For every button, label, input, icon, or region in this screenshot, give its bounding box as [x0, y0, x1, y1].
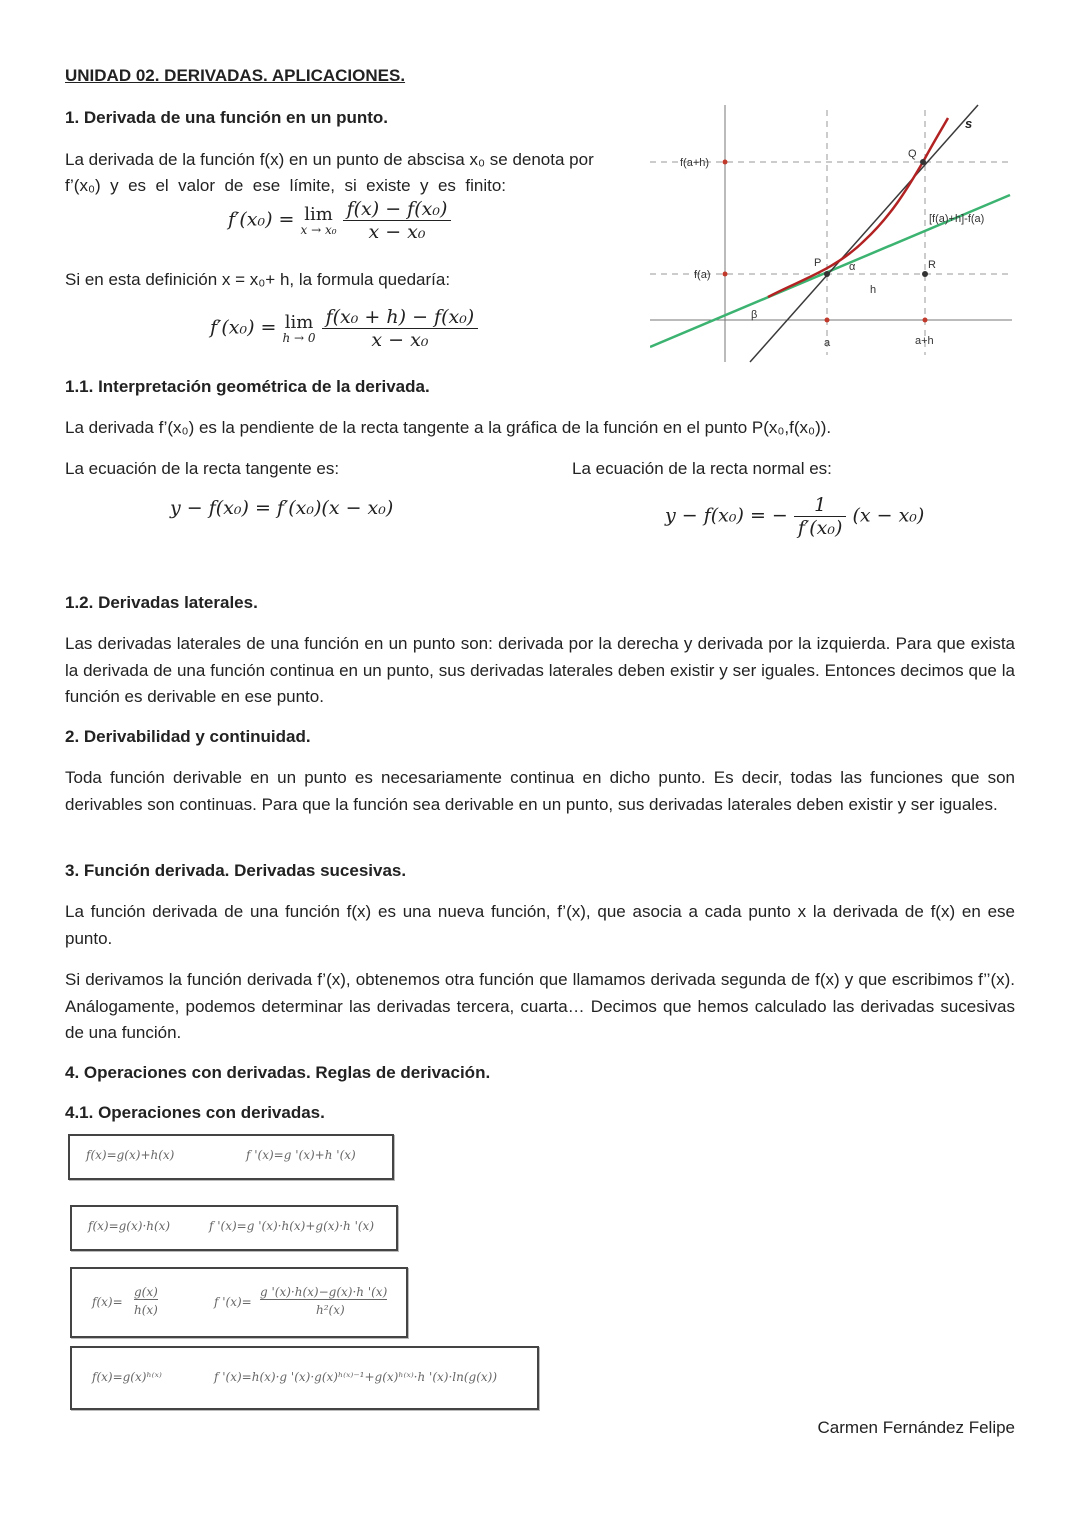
formula1-denominator: x − x₀: [368, 221, 426, 243]
section-3-para2: Si derivamos la función derivada f’(x), obtenemos otra función que llamamos derivada segunda de f(x) y que escribimos f’’(x). Análogamente, podemos determinar las derivadas tercera, cuarta… Decimos que hemos calculado las derivadas sucesivas de una función.: [65, 970, 1015, 1042]
formula1-numerator: f(x) − f(x₀): [343, 198, 452, 221]
function-curve: [768, 118, 948, 297]
section-3-para1: La función derivada de una función f(x) es una nueva función, f’(x), que asocia a cada punto x la derivada de f(x) en ese punto.: [65, 902, 1015, 948]
label-diff: [f(a)+h]-f(a): [929, 213, 985, 225]
normal-denominator: f′(x₀): [797, 517, 843, 539]
label-fa: f(a): [694, 269, 711, 281]
formula2-numerator: f(x₀ + h) − f(x₀): [322, 306, 479, 329]
rule-quotient-box: [70, 1267, 408, 1338]
document-title: UNIDAD 02. DERIVADAS. APLICACIONES.: [65, 66, 406, 85]
label-alpha: α: [849, 261, 856, 273]
formula2-lhs: f′(x₀) =: [210, 316, 277, 339]
rule-quotient-f-den: h(x): [134, 1303, 158, 1317]
author-name: Carmen Fernández Felipe: [817, 1418, 1015, 1437]
normal-label: La ecuación de la recta normal es:: [572, 459, 832, 478]
section-4-heading: 4. Operaciones con derivadas. Reglas de derivación.: [65, 1063, 491, 1082]
formula2-denominator: x − x₀: [371, 329, 429, 351]
normal-lhs: y − f(x₀) = −: [665, 504, 788, 527]
label-P: P: [814, 257, 822, 269]
label-h: h: [870, 284, 877, 296]
rule-quotient-f-num: g(x): [134, 1285, 158, 1299]
section-1-2-heading: 1.2. Derivadas laterales.: [65, 593, 258, 612]
derivative-graph: [650, 100, 1015, 365]
rule-power-function: f(x)=g(x)ʰ⁽ˣ⁾: [92, 1370, 162, 1384]
section-1-heading: 1. Derivada de una función en un punto.: [65, 108, 389, 127]
rule-quotient-d-num: g '(x)·h(x)−g(x)·h '(x): [260, 1285, 388, 1299]
tangent-label: La ecuación de la recta tangente es:: [65, 459, 340, 478]
point-Q: [920, 159, 926, 165]
secant-line: [750, 105, 978, 362]
rule-quotient-d-pre: f '(x)=: [214, 1295, 252, 1309]
formula1-lhs: f′(x₀) =: [228, 208, 295, 231]
rule-quotient-d-den: h²(x): [316, 1303, 345, 1317]
rule-sum-box: [68, 1134, 394, 1180]
section-4-1-heading: 4.1. Operaciones con derivadas.: [65, 1103, 325, 1122]
rule-power-box: [70, 1346, 539, 1410]
section-1-1-para: La derivada f’(x₀) es la pendiente de la recta tangente a la gráfica de la función en el punto P(x₀,f(x₀)).: [65, 418, 832, 437]
section-1-para2: Si en esta definición x = x₀+ h, la formula quedaría:: [65, 270, 451, 289]
point-a-axis: [825, 318, 830, 323]
point-fah-axis: [723, 160, 728, 165]
label-s: s: [965, 116, 973, 131]
label-R: R: [928, 259, 936, 271]
section-1-para-line1: La derivada de la función f(x) en un punto de abscisa x₀ se denota por: [65, 150, 594, 169]
section-3-heading: 3. Función derivada. Derivadas sucesivas.: [65, 861, 407, 880]
label-beta: β: [751, 309, 758, 321]
label-fah: f(a+h): [680, 157, 710, 169]
formula2-lim: lim: [284, 312, 314, 333]
section-2-heading: 2. Derivabilidad y continuidad.: [65, 727, 311, 746]
label-Q: Q: [908, 148, 917, 160]
point-P: [824, 271, 830, 277]
point-ah-axis: [923, 318, 928, 323]
formula1-lim: lim: [304, 204, 333, 225]
tangent-equation: y − f(x₀) = f′(x₀)(x − x₀): [170, 497, 394, 519]
derivative-definition-formula: [228, 198, 451, 243]
formula1-lim-sub: x → x₀: [300, 223, 337, 237]
label-ah: a+h: [915, 335, 934, 347]
rule-quotient-f-pre: f(x)=: [92, 1295, 123, 1309]
point-R: [922, 271, 928, 277]
rule-product-derivative: f '(x)=g '(x)·h(x)+g(x)·h '(x): [209, 1219, 374, 1233]
rule-product-function: f(x)=g(x)·h(x): [88, 1219, 171, 1233]
formula2-lim-sub: h → 0: [282, 331, 316, 345]
section-1-para-line2: f’(x₀) y es el valor de ese límite, si existe y es finito:: [65, 176, 507, 195]
section-1-1-heading: 1.1. Interpretación geométrica de la derivada.: [65, 377, 430, 396]
derivative-h-formula: [210, 306, 478, 351]
rule-power-derivative: f '(x)=h(x)·g '(x)·g(x)ʰ⁽ˣ⁾⁻¹+g(x)ʰ⁽ˣ⁾·h '(x)·ln(g(x)): [214, 1370, 498, 1384]
normal-equation: [665, 494, 924, 539]
section-1-2-para: Las derivadas laterales de una función en un punto son: derivada por la derecha y derivada por la izquierda. Para que exista la derivada de una función continua en un punto, sus derivadas laterales deben existir y ser iguales. Entonces decimos que la función es derivable en ese punto.: [65, 634, 1015, 706]
rule-sum-derivative: f '(x)=g '(x)+h '(x): [246, 1148, 356, 1162]
rule-sum-function: f(x)=g(x)+h(x): [86, 1148, 175, 1162]
label-a: a: [824, 337, 831, 349]
rule-product-box: [70, 1205, 398, 1251]
normal-rhs: (x − x₀): [852, 504, 925, 527]
point-fa-axis: [723, 272, 728, 277]
normal-numerator: 1: [794, 494, 847, 517]
section-2-para: Toda función derivable en un punto es necesariamente continua en dicho punto. Es decir, todas las funciones que son derivables son continuas. Para que la función sea derivable en un punto, sus derivadas laterales deben existir y ser iguales.: [65, 768, 1015, 814]
